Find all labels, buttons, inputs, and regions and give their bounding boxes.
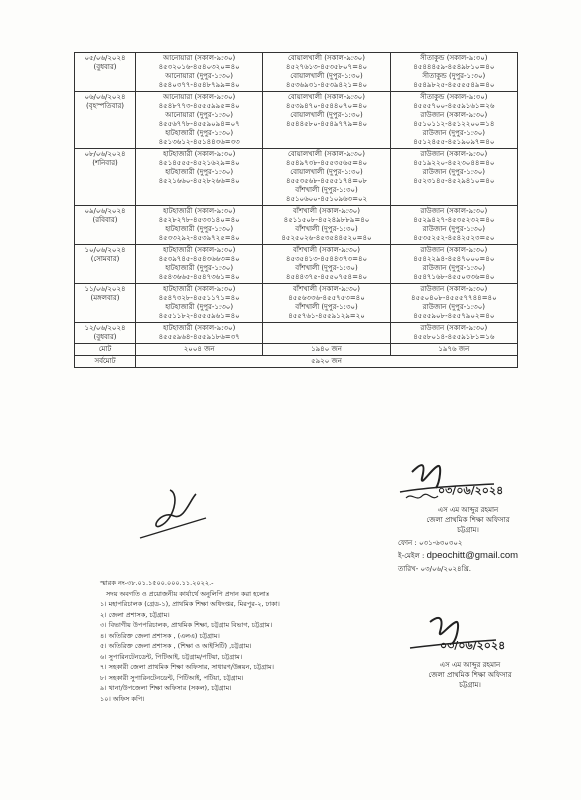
roll-range: ৪৫৪৭১৬৮-৪৫৫০৩৩৬=৪০: [413, 273, 495, 281]
roll-range: ৪৫৩৯৭৪৫-৪৫৪৩৬৬৩=৪০: [158, 255, 240, 263]
center-session: হাটহাজারী (দুপুর-১:৩০): [165, 129, 234, 137]
weekday: (শনিবার): [92, 159, 118, 167]
roll-range: ৪৫৪৭৩২৮-৪৫৫১১৭১=৪০: [158, 294, 240, 302]
center-session: বোয়ালখালী (সকাল-৯:৩০): [288, 54, 365, 62]
roll-range: ৪৫৪৪৫৮০-৪৫৪৯৭৭৯=৪০: [285, 120, 368, 128]
roll-range: ৪৫১৪৫৫৫-৪৫২১৬২৯=৪০: [158, 159, 240, 167]
date-cell: [75, 206, 136, 245]
date-cell: [75, 92, 136, 149]
copy-recipient: ৯। থানা/উপজেলা শিক্ষা অফিসার (সকল), চট্টগ্রাম।: [100, 684, 232, 692]
center-session: বাঁশখালী (সকাল-৯:৩০): [293, 207, 360, 215]
roll-range: ৪৫২৫০২৬-৪৫৩৫৪৪৫২০=৪০: [281, 234, 372, 242]
session-cell: [136, 245, 263, 284]
signer-place: চট্টগ্রাম।: [457, 526, 479, 534]
center-session: বোয়ালখালী (দুপুর-১:৩০): [290, 168, 363, 176]
signer-place-bottom: চট্টগ্রাম।: [459, 681, 481, 689]
copy-recipient: ৫। অতিরিক্ত জেলা প্রশাসক , (শিক্ষা ও আইসিটি) ,চট্টগ্রাম।: [100, 642, 252, 650]
center-session: হাটহাজারী (সকাল-৯:৩০): [162, 207, 236, 215]
email-link[interactable]: dpeochitt@gmail.com: [426, 550, 519, 561]
roll-range: ৪৫৩৯৪৭০-৪৫৪৪০৭০=৪০: [285, 102, 368, 110]
signer-name-bottom: এস এম আব্দুর রহমান: [439, 661, 501, 669]
exam-date: ১১/০৬/২০২৪: [84, 285, 126, 293]
session-cell: [390, 149, 517, 206]
roll-range: ৪৫৪৪৪৫৯-৪৫৪৯৮১০=৪০: [413, 63, 495, 71]
center-session: হাটহাজারী (সকাল-৯:৩০): [162, 246, 236, 254]
signer-title-bottom: জেলা প্রাথমিক শিক্ষা অফিসার: [428, 671, 512, 679]
center-session: বোয়ালখালী (সকাল-৯:৩০): [288, 150, 365, 158]
exam-date: ০৫/০৬/২০২৪: [84, 54, 126, 62]
grand-total-label: সর্বমোট: [75, 356, 136, 368]
exam-schedule-table: [74, 52, 518, 368]
weekday: (সোমবার): [90, 255, 120, 263]
total-value: ১৯৪০ জন: [263, 344, 390, 356]
center-session: রাউজান (দুপুর-১:৩০): [422, 225, 485, 233]
roll-range: ৪৫৪৩৬৬৫-৪৫৪৭৩৬১=৪০: [158, 273, 240, 281]
roll-range: ৪৫৪০৩৭৭-৪৫৪৮৭৯৯=৪০: [158, 81, 240, 89]
weekday: (বুধবার): [93, 63, 117, 71]
session-cell: [390, 284, 517, 323]
session-cell: [263, 92, 390, 149]
center-session: রাউজান (সকাল-৯:৩০): [420, 324, 488, 332]
center-session: রাউজান (সকাল-৯:৩০): [420, 111, 488, 119]
total-value: ১৯৭৬ জন: [390, 344, 517, 356]
schedule-row: [75, 284, 518, 323]
roll-range: ৪৫২৯৪২৭-৪৫৩৫২৩২=৪০: [413, 216, 495, 224]
copy-recipient: ৭। সহকারী জেলা প্রাথমিক শিক্ষা অফিসার, সাধারণ/উন্নয়ন, চট্টগ্রাম।: [100, 663, 274, 671]
weekday: (বুধবার): [93, 333, 117, 341]
copy-intro: সদয় অবগতি ও প্রয়োজনীয় কার্যার্থে অনুলিপি প্রদান করা হলোঃ: [106, 589, 270, 598]
session-cell: [390, 245, 517, 284]
roll-range: ৪৫১২৪৫৫-৪৫১৯০৯৭=৪০: [413, 138, 495, 146]
roll-range: ৪৫৪৯৭৩৮-৪৫৫৩৫৬৫=৪০: [285, 159, 368, 167]
signature-top-date: ০৩/০৬/২০২৪: [438, 484, 504, 497]
roll-range: ৪৫৫৫৭০০-৪৫৫৯১৬১=২৬: [413, 102, 495, 110]
phone-text: ফোন : ০৩১-৬৩০৩০২: [398, 539, 463, 547]
center-session: হাটহাজারী (দুপুর-১:৩০): [165, 225, 234, 233]
signature-left: [130, 480, 210, 550]
exam-date: ০৬/০৬/২০২৪: [84, 93, 126, 101]
total-row: [75, 344, 518, 356]
copy-recipient: ৩। বিভাগীয় উপপরিচালক, প্রাথমিক শিক্ষা, চট্টগ্রাম বিভাগ, চট্টগ্রাম।: [100, 621, 273, 629]
session-cell: [136, 206, 263, 245]
center-session: বাঁশখালী (দুপুর-১:৩০): [295, 225, 358, 233]
center-session: বাঁশখালী (সকাল-৯:৩০): [293, 285, 360, 293]
schedule-row: [75, 323, 518, 344]
center-session: বাঁশখালী (দুপুর-১:৩০): [295, 264, 358, 272]
center-session: বোয়ালখালী (দুপুর-১:৩০): [290, 111, 363, 119]
roll-range: ৪৫২৩১৪৫-৪৫২৯৪১০=৪০: [413, 177, 495, 185]
center-session: আনোয়ারা (দুপুর-১:৩০): [165, 72, 234, 80]
session-cell: [136, 323, 263, 344]
reference-block: [100, 578, 430, 704]
session-cell: [263, 149, 390, 206]
roll-range: ৪৫৫৬৭৭৮-৪৫৫৯০৯৪=০৭: [158, 120, 240, 128]
session-cell: [263, 245, 390, 284]
center-session: রাউজান (সকাল-৯:৩০): [420, 150, 488, 158]
grand-total-value: ৫৯২০ জন: [136, 356, 518, 368]
roll-range: ৪৫৫৬৩৩৬-৪৫৫৭৫৩=৪০: [288, 294, 365, 302]
schedule-row: [75, 206, 518, 245]
center-session: রাউজান (দুপুর-১:৩০): [422, 168, 485, 176]
roll-range: ৪৫১০৬০০-৪৫১০৯৬৩=০২: [285, 195, 368, 203]
copy-recipient: ৮। সহকারী সুপারিনটেনডেন্ট, পিটিআই, পটিয়া, চট্টগ্রাম।: [100, 673, 244, 682]
center-session: রাউজান (সকাল-৯:৩০): [420, 285, 488, 293]
roll-range: ৪৫৫৫৯৬৪-৪৫৫৯১৮৬=৩৭: [158, 333, 240, 341]
roll-range: ৪৫৫৮০১৪-৪৫৫৯১৮১=১৬: [413, 333, 495, 341]
schedule-row: [75, 149, 518, 206]
roll-range: ৪৫৪৪৩৭৫-৪৫৫০৭৫৪=৪০: [285, 273, 368, 281]
center-session: রাউজান (দুপুর-১:৩০): [422, 264, 485, 272]
date-cell: [75, 149, 136, 206]
session-cell: [390, 323, 517, 344]
center-session: সীতাকুন্ড (সকাল-৯:৩০): [420, 54, 488, 62]
roll-range: ৪৫১১৫০৮-৪৫২৪৯৮৮৯=৪০: [283, 216, 370, 224]
copy-recipient: ১০। অফিস কপি।: [100, 694, 145, 703]
center-session: বাঁশখালী (সকাল-৯:৩০): [293, 246, 360, 254]
contact-block: [398, 538, 518, 574]
grand-total-row: [75, 356, 518, 368]
schedule-row: [75, 245, 518, 284]
roll-range: ৪৫১০১১২-৪৫১২২০০=১৪: [413, 120, 495, 128]
roll-range: ৪৫৫১১৮২-৪৫৫৫৯৬১=৪০: [158, 312, 240, 320]
date-cell: [75, 284, 136, 323]
roll-range: ৪৫৪৯৮২৫-৪৫৫৫৫৪৯=৪০: [413, 81, 495, 89]
copy-recipient: ৪। অতিরিক্ত জেলা প্রশাসক , (এলএ) চট্টগ্রাম।: [100, 631, 220, 640]
total-value: ২০০৪ জন: [136, 344, 263, 356]
center-session: আনোয়ারা (সকাল-৯:৩০): [163, 54, 236, 62]
center-session: রাউজান (দুপুর-১:৩০): [422, 129, 485, 137]
session-cell: [136, 53, 263, 92]
roll-range: ৪৫১৩৬১২-৪৫১৪৪৩৬=৩৩: [158, 138, 240, 146]
center-session: আনোয়ারা (দুপুর-১:৩০): [165, 111, 234, 119]
signer-info-bottom: [410, 660, 530, 690]
session-cell: [263, 323, 390, 344]
session-cell: [136, 284, 263, 323]
center-session: আনোয়ারা (সকাল-৯:৩০): [163, 93, 236, 101]
session-cell: [263, 284, 390, 323]
roll-range: ৪৫২৮২৭৮-৪৫৩৩১৪০=৪০: [158, 216, 240, 224]
exam-date: ১২/০৬/২০২৪: [84, 324, 126, 332]
date-cell: [75, 323, 136, 344]
total-label: মোট: [75, 344, 136, 356]
center-session: বোয়ালখালী (সকাল-৯:৩০): [288, 93, 365, 101]
center-session: হাটহাজারী (দুপুর-১:৩০): [165, 264, 234, 272]
copy-recipient: ৬। সুপারিনটেনডেন্ট, পিটিআই, চট্টগ্রাম/পটিয়া, চট্টগ্রাম।: [100, 652, 243, 661]
memo-number: স্মারক নং-৩৮.০১.১৫০০.০০০.১১.২০২২.-: [100, 579, 214, 587]
schedule-row: [75, 53, 518, 92]
roll-range: ৪৫৩২০১৬-৪৫৪০৩২০=৪০: [158, 63, 240, 71]
roll-range: ৪৫৩৬৯৩১-৪৫৩৯৪২১=৪০: [285, 81, 368, 89]
date-cell: [75, 53, 136, 92]
roll-range: ৪৫৪৮৭৭৩-৪৫৫৫৯৯৫=৪০: [158, 102, 240, 110]
signer-info-top: [408, 505, 528, 535]
session-cell: [136, 149, 263, 206]
roll-range: ৪৫৩৩২৯২-৪৫৩৯৭২৫=৪০: [158, 234, 240, 242]
center-session: রাউজান (দুপুর-১:৩০): [422, 303, 485, 311]
copy-recipient: ২। জেলা প্রশাসক, চট্টগ্রাম।: [100, 610, 170, 619]
roll-range: ৪৫৫৩৫৬৮-৪৫৫৫১৭৪=০৮: [285, 177, 368, 185]
date-line: তারিখ- ০৩/০৬/২০২৪খ্রি.: [398, 565, 472, 573]
center-session: বোয়ালখালী (দুপুর-১:৩০): [290, 72, 363, 80]
weekday: (মঙ্গলবার): [90, 294, 120, 302]
roll-range: ৪৫৪২২৯৪-৪৫৪৭০০০=৪০: [413, 255, 495, 263]
signer-title: জেলা প্রাথমিক শিক্ষা অফিসার: [426, 516, 510, 524]
signer-name: এস এম আব্দুর রহমান: [437, 506, 499, 514]
session-cell: [390, 92, 517, 149]
session-cell: [390, 206, 517, 245]
exam-date: ১০/০৬/২০২৪: [84, 246, 126, 254]
session-cell: [390, 53, 517, 92]
schedule-row: [75, 92, 518, 149]
center-session: হাটহাজারী (সকাল-৯:৩০): [162, 150, 236, 158]
center-session: সীতাকুন্ড (দুপুর-১:৩০): [422, 72, 486, 80]
roll-range: ৪৫২৭৬১৩-৪৫৩৫৮০৭=৪০: [285, 63, 368, 71]
center-session: হাটহাজারী (দুপুর-১:৩০): [165, 303, 234, 311]
session-cell: [136, 92, 263, 149]
center-session: রাউজান (সকাল-৯:৩০): [420, 207, 488, 215]
session-cell: [263, 206, 390, 245]
roll-range: ৪৫২১৬৬০-৪৫২৮২৬৬=৪০: [158, 177, 240, 185]
signature-bottom-date: ০৩/০৬/২০২৪: [440, 639, 506, 652]
exam-date: ০৯/০৬/২০২৪: [84, 207, 126, 215]
email-label: ই-মেইল :: [398, 552, 425, 560]
weekday: (বৃহস্পতিবার): [85, 102, 125, 110]
roll-range: ৪৫৫০৪০৮-৪৫৫৫৭৭৪৪=৪০: [411, 294, 497, 302]
center-session: হাটহাজারী (সকাল-৯:৩০): [162, 285, 236, 293]
center-session: বাঁশখালী (দুপুর-১:৩০): [295, 186, 358, 194]
center-session: হাটহাজারী (দুপুর-১:৩০): [165, 168, 234, 176]
center-session: হাটহাজারী (সকাল-৯:৩০): [162, 324, 236, 332]
roll-range: ৪৫৩৫২৫২-৪৫৪২৫২৩=৫০: [413, 234, 495, 242]
roll-range: ৪৫৫৫৯০৮-৪৫৫৭৯০২=৪০: [413, 312, 495, 320]
roll-range: ৪৫১৯২২০-৪৫২৩০৪৪=৪০: [413, 159, 495, 167]
center-session: বাঁশখালী (দুপুর-১:৩০): [295, 303, 358, 311]
session-cell: [263, 53, 390, 92]
roll-range: ৪৫৫৭৬১-৪৫৫৯১২৯=২০: [288, 312, 365, 320]
signature-bottom: [400, 612, 500, 664]
center-session: রাউজান (সকাল-৯:৩০): [420, 246, 488, 254]
copy-recipient: ১। মহাপরিচালক (গ্রেড-১), প্রাথমিক শিক্ষা অধিদপ্তর, মিরপুর-২, ঢাকা।: [100, 600, 280, 608]
weekday: (রবিবার): [92, 216, 118, 224]
date-cell: [75, 245, 136, 284]
exam-date: ০৮/০৬/২০২৪: [84, 150, 126, 158]
center-session: সীতাকুন্ড (সকাল-৯:৩০): [420, 93, 488, 101]
roll-range: ৪৫৩৫৪১৩-৪৫৪৪৩৭৩=৪০: [285, 255, 368, 263]
